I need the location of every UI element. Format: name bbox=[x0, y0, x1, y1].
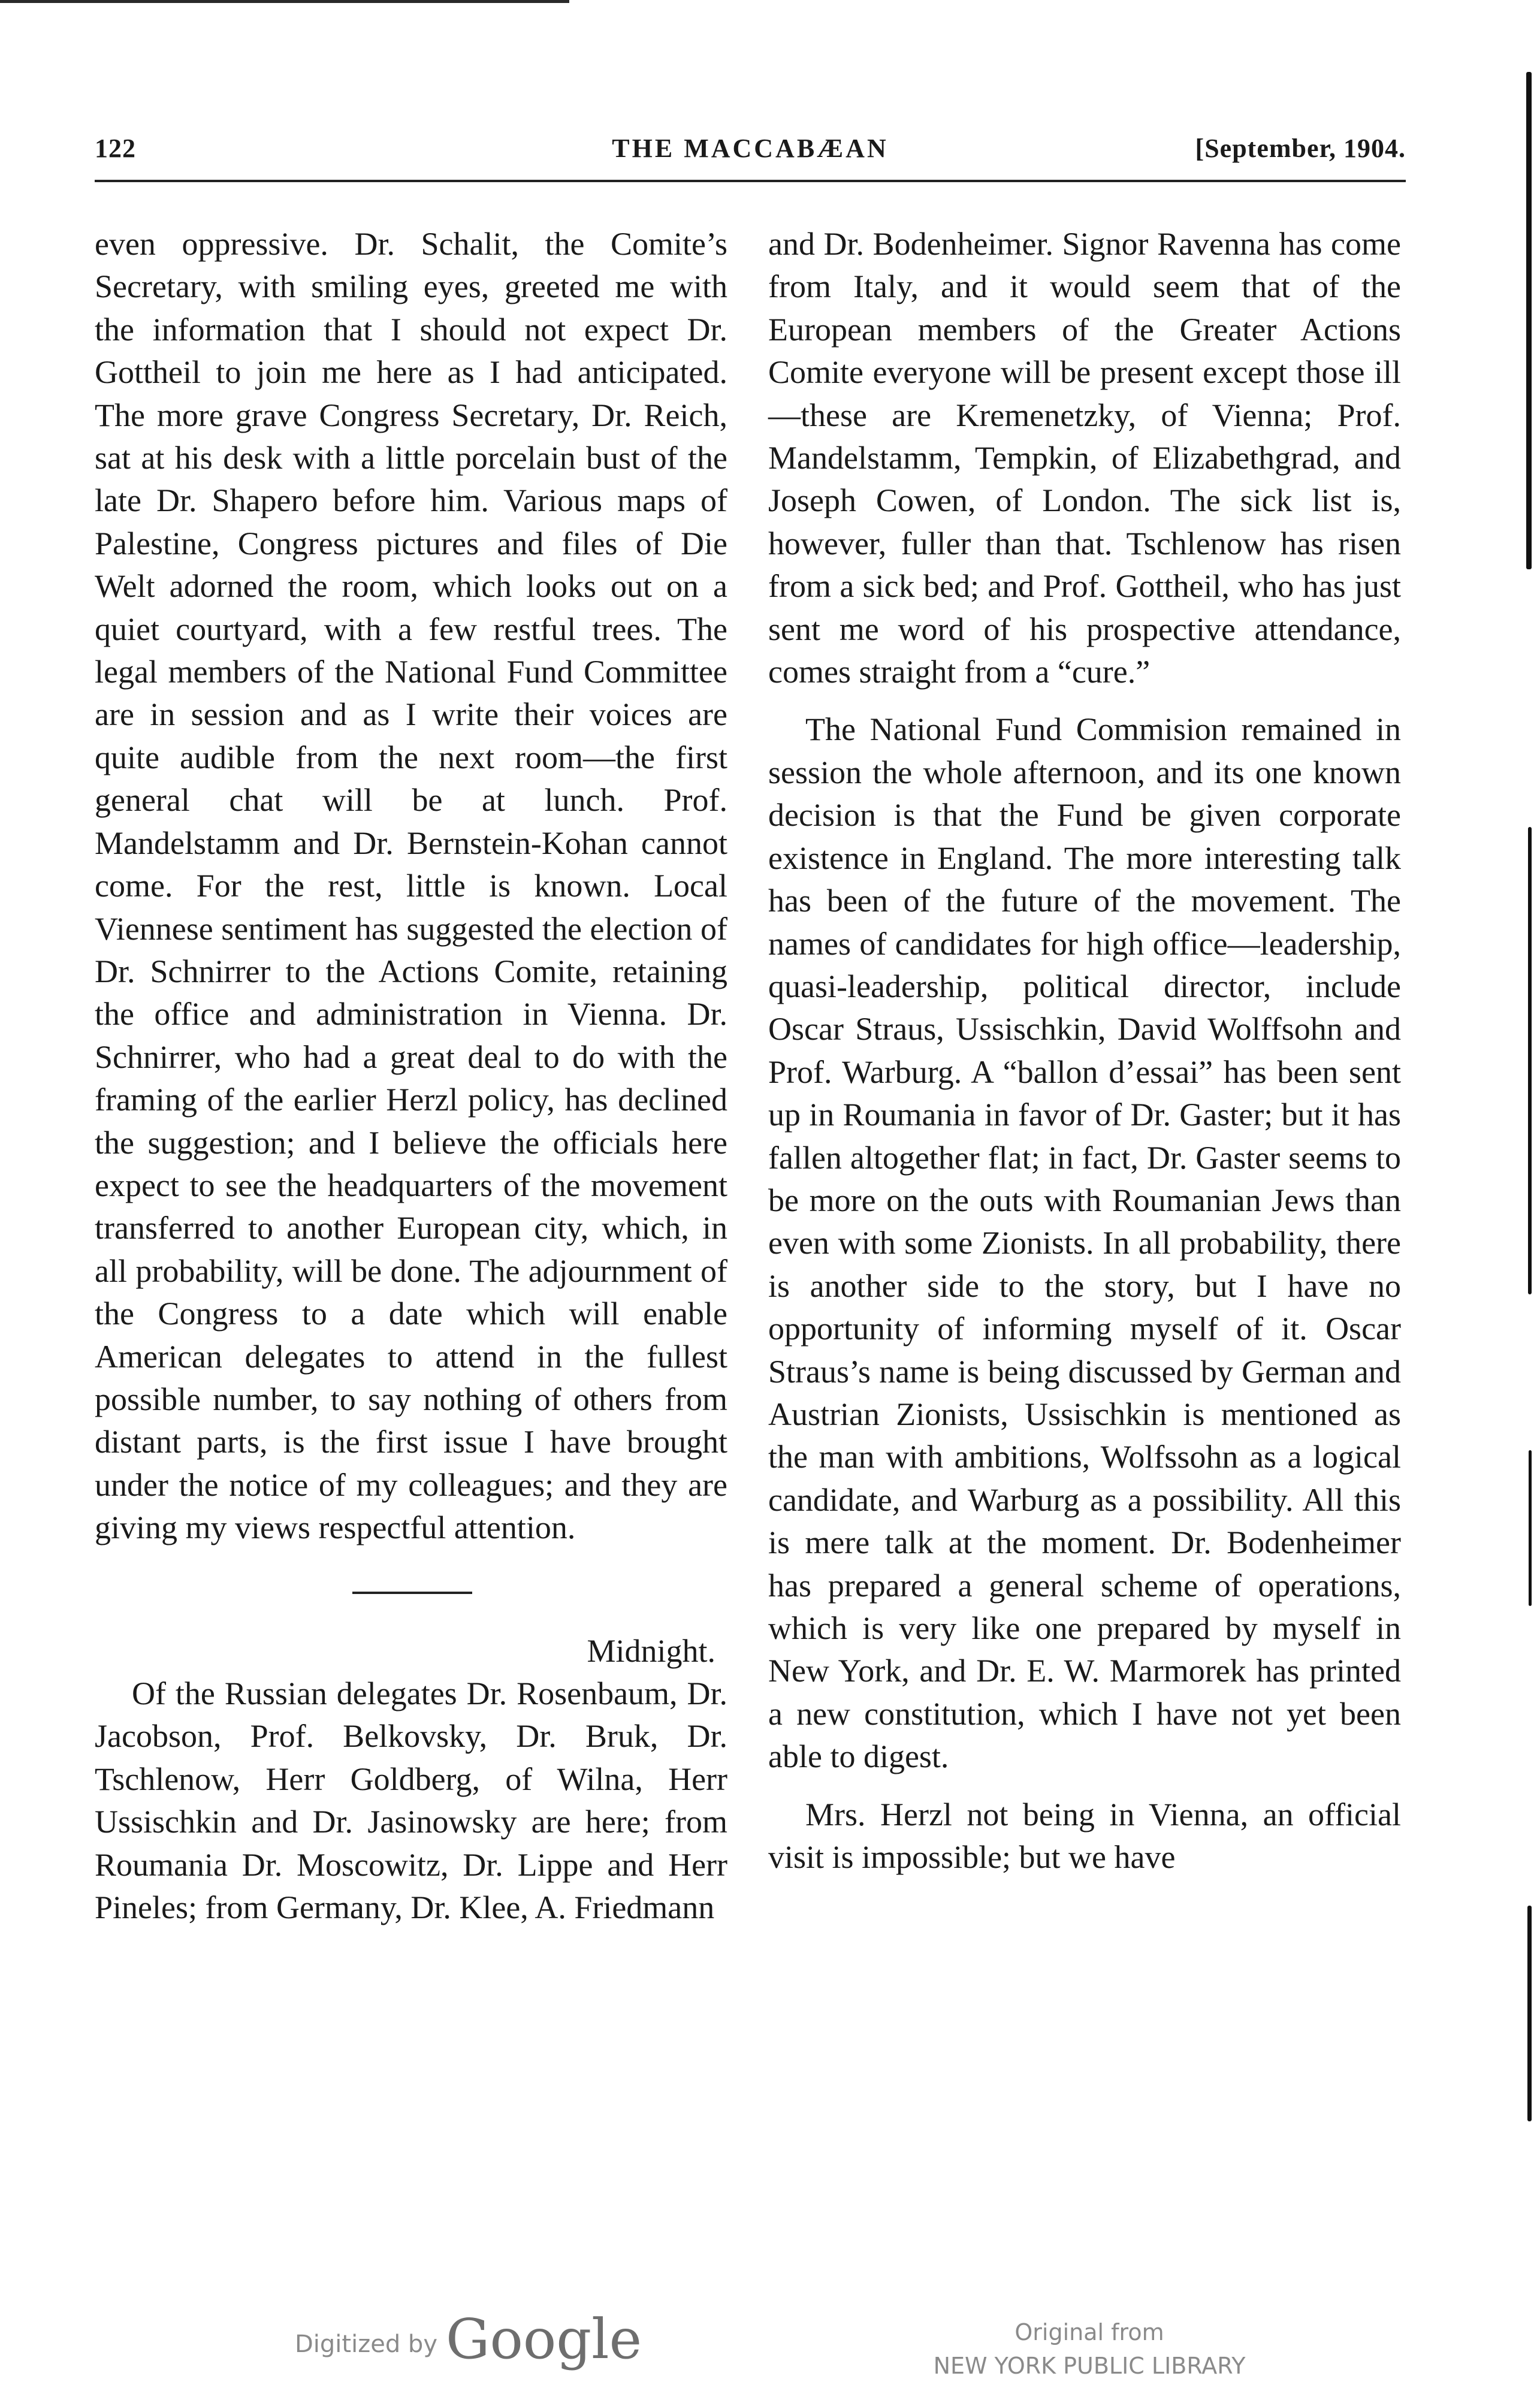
scan-edge-shadow bbox=[1526, 72, 1532, 569]
original-source-credit bbox=[898, 2316, 1281, 2383]
right-paragraph-3: Mrs. Herzl not being in Vienna, an official visit is impossible; but we have bbox=[768, 1796, 1401, 1876]
journal-title: THE MACCABÆAN bbox=[612, 134, 889, 163]
scan-edge-shadow bbox=[1529, 1450, 1532, 1606]
google-logo: Google bbox=[446, 2307, 642, 2371]
right-column bbox=[768, 223, 1401, 1879]
running-header bbox=[95, 133, 1406, 175]
top-edge-rule bbox=[0, 0, 569, 3]
left-paragraph-2: Of the Russian delegates Dr. Rosenbaum, Dr. Jacobson, Prof. Belkovsky, Dr. Bruk, Dr. Tschlenow, Herr Goldberg, of Wilna, Herr Ussischkin and Dr. Jasinowsky are here; from Roumania Dr. Moscowitz, Dr. Lippe and Herr Pineles; from Germany, Dr. Klee, A. Friedmann bbox=[95, 1676, 727, 1926]
right-paragraph-2: The National Fund Commision remained in session the whole afternoon, and its one known decision is that the Fund be given corporate existence in England. The more interesting talk has been of the future of the movement. The names of candidates for high office—leadership, quasi-leadership, political director, include Oscar Straus, Ussischkin, David Wolffsohn and Prof. Warburg. A “ballon d’essai” has been sent up in Roumania in favor of Dr. Gaster; but it has fallen altogether flat; in fact, Dr. Gaster seems to be more on the outs with Roumanian Jews than even with some Zionists. In all probability, there is another side to the story, but I have no opportunity of informing myself of it. Oscar Straus’s name is being discussed by German and Austrian Zionists, Ussischkin is mentioned as the man with ambitions, Wolfssohn as a logical candidate, and Warburg as a possibility. All this is mere talk at the moment. Dr. Bodenheimer has prepared a general scheme of operations, which is very like one prepared by myself in New York, and Dr. E. W. Marmorek has printed a new constitution, which I have not yet been able to digest. bbox=[768, 711, 1401, 1775]
scan-edge-shadow bbox=[1528, 827, 1532, 1294]
digitized-by-label: Digitized by bbox=[295, 2330, 437, 2358]
page-number: 122 bbox=[95, 134, 136, 163]
dateline: Midnight. bbox=[587, 1632, 715, 1669]
left-paragraph-1: even oppressive. Dr. Schalit, the Comite’s Secretary, with smiling eyes, greeted me with the information that I should not expect Dr. Gottheil to join me here as I had anticipated. The more grave Congress Secretary, Dr. Reich, sat at his desk with a little porcelain bust of the late Dr. Shapero before him. Various maps of Palestine, Congress pictures and files of Die Welt adorned the room, which looks out on a quiet courtyard, with a few restful trees. The legal members of the National Fund Committee are in session and as I write their voices are quite audible from the next room—the first general chat will be at lunch. Prof. Mandelstamm and Dr. Bernstein-Kohan cannot come. For the rest, little is known. Local Viennese sentiment has suggested the election of Dr. Schnirrer to the Actions Comite, retaining the office and administration in Vienna. Dr. Schnirrer, who had a great deal to do with the framing of the earlier Herzl policy, has declined the suggestion; and I believe the officials here expect to see the headquarters of the movement transferred to another European city, which, in all probability, will be done. The adjournment of the Congress to a date which will enable American delegates to attend in the fullest possible number, to say nothing of others from distant parts, is the first issue I have brought under the notice of my colleagues; and they are giving my views respectful attention. bbox=[95, 226, 727, 1546]
issue-date: [September, 1904. bbox=[1195, 134, 1406, 163]
left-column bbox=[95, 223, 727, 1929]
right-paragraph-1: and Dr. Bodenheimer. Signor Ravenna has come from Italy, and it would seem that of the European members of the Greater Actions Comite everyone will be present except those ill—these are Kremenetzky, of Vienna; Prof. Mandelstamm, Tempkin, of Elizabethgrad, and Joseph Cowen, of London. The sick list is, however, fuller than that. Tschlenow has risen from a sick bed; and Prof. Gottheil, who has just sent me word of his prospective attendance, comes straight from a “cure.” bbox=[768, 226, 1401, 690]
scan-edge-shadow bbox=[1527, 1906, 1532, 2121]
header-rule bbox=[95, 180, 1406, 182]
library-name: NEW YORK PUBLIC LIBRARY bbox=[933, 2353, 1246, 2379]
original-from-label: Original from bbox=[1014, 2319, 1164, 2345]
digitized-by-credit bbox=[295, 2307, 642, 2371]
section-separator bbox=[352, 1592, 472, 1594]
